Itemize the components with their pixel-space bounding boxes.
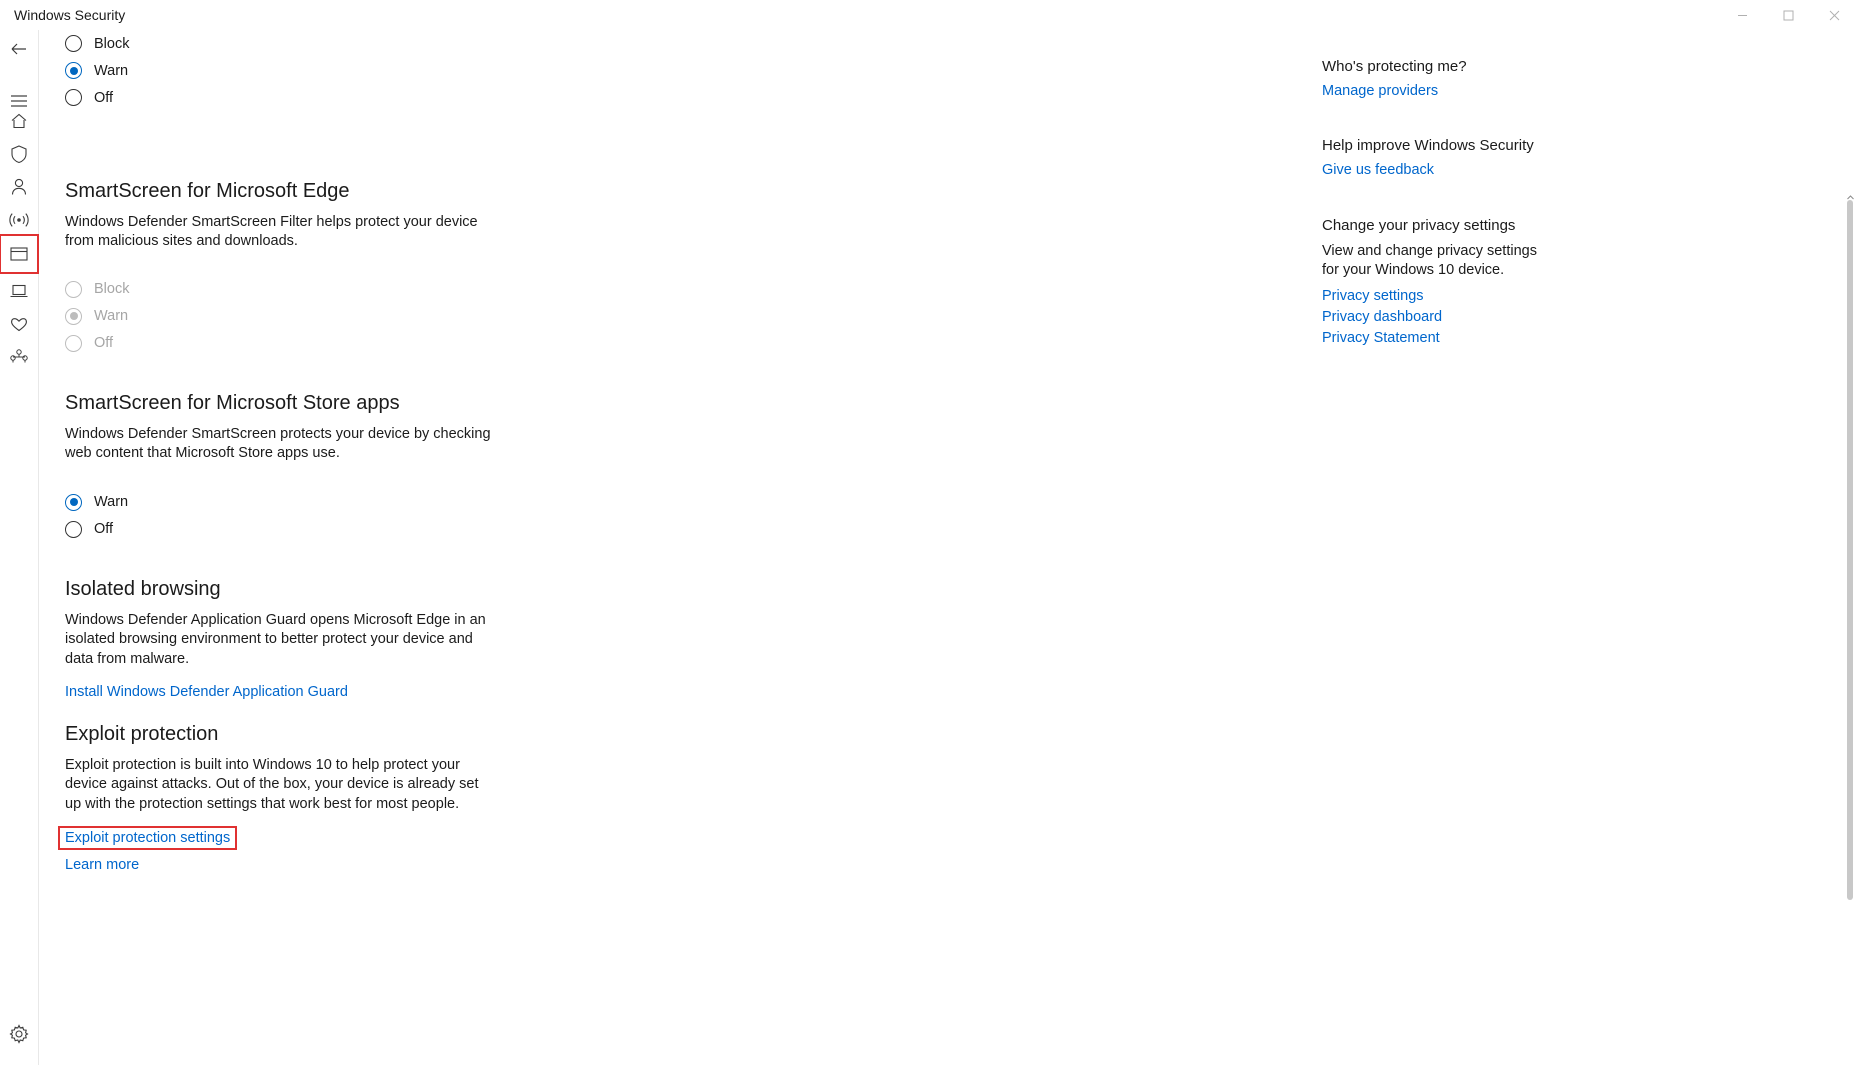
radio-indicator <box>65 62 82 79</box>
main-content <box>39 30 1857 1065</box>
section-smartscreen-edge <box>65 180 495 357</box>
sidebar-item-firewall[interactable] <box>0 201 38 239</box>
radio-indicator <box>65 281 82 298</box>
shield-icon <box>10 144 28 164</box>
radio-indicator <box>65 35 82 52</box>
home-icon <box>9 111 29 131</box>
radio-indicator <box>65 494 82 511</box>
right-description: View and change privacy settings for your Windows 10 device. <box>1322 243 1537 279</box>
section-title: SmartScreen for Microsoft Store apps <box>65 392 400 414</box>
radio-indicator <box>65 335 82 352</box>
window-controls <box>1719 0 1857 30</box>
right-block-whos-protecting-me <box>1322 58 1467 104</box>
right-heading: Help improve Windows Security <box>1322 137 1534 154</box>
sidebar-item-family-options[interactable] <box>0 338 38 376</box>
privacy-settings-link[interactable]: Privacy settings <box>1322 287 1424 304</box>
maximize-button[interactable] <box>1765 0 1811 30</box>
manage-providers-link[interactable]: Manage providers <box>1322 83 1439 99</box>
radio-label: Off <box>94 521 114 538</box>
app-window-icon <box>9 245 29 263</box>
window-title: Windows Security <box>14 7 126 23</box>
radio-label: Block <box>94 35 130 52</box>
give-us-feedback-link[interactable]: Give us feedback <box>1322 162 1435 178</box>
section-isolated-browsing <box>65 578 495 701</box>
radio-option-warn[interactable] <box>65 57 129 84</box>
section-description: Windows Defender Application Guard opens Microsoft Edge in an isolated browsing environment to better protect your device and data from malware. <box>65 612 486 667</box>
radio-indicator <box>65 308 82 325</box>
device-icon <box>9 282 29 300</box>
section-title: Isolated browsing <box>65 578 221 600</box>
person-icon <box>10 177 28 197</box>
privacy-statement-link[interactable]: Privacy Statement <box>1322 329 1440 346</box>
close-button[interactable] <box>1811 0 1857 30</box>
section-title: SmartScreen for Microsoft Edge <box>65 180 350 202</box>
section-description: Exploit protection is built into Windows 10 to help protect your device against attacks. Out of the box, your device is already set up with the protection settings that work best for most people. <box>65 757 479 812</box>
radio-option-off[interactable] <box>65 516 510 543</box>
radio-option-off[interactable] <box>65 330 495 357</box>
exploit-protection-settings-link[interactable]: Exploit protection settings <box>60 828 235 848</box>
section-description: Windows Defender SmartScreen protects your device by checking web content that Microsoft Store apps use. <box>65 426 491 462</box>
radio-option-off[interactable] <box>65 84 129 111</box>
learn-more-link[interactable]: Learn more <box>65 856 140 873</box>
radio-option-warn[interactable] <box>65 303 495 330</box>
navigation-rail <box>0 30 39 1065</box>
smartscreen-edge-radio-group <box>65 276 495 357</box>
scrollbar-thumb[interactable] <box>1847 200 1853 900</box>
heart-icon <box>9 315 29 333</box>
radio-label: Block <box>94 281 130 298</box>
gear-icon <box>9 1024 29 1049</box>
vertical-scrollbar[interactable] <box>1843 30 1857 1065</box>
radio-label: Warn <box>94 494 129 511</box>
smartscreen-store-radio-group <box>65 489 510 543</box>
radio-option-warn[interactable] <box>65 489 510 516</box>
radio-indicator <box>65 89 82 106</box>
title-bar <box>0 0 1857 31</box>
sidebar-item-settings[interactable] <box>0 1017 38 1055</box>
right-heading: Change your privacy settings <box>1322 217 1516 234</box>
wifi-icon <box>9 211 29 229</box>
right-block-help-improve <box>1322 137 1534 183</box>
section-smartscreen-store-apps <box>65 392 510 543</box>
radio-option-block[interactable] <box>65 276 495 303</box>
radio-label: Off <box>94 89 114 106</box>
sidebar-item-app-browser-control[interactable] <box>0 235 38 273</box>
section-description: Windows Defender SmartScreen Filter helps protect your device from malicious sites and downloads. <box>65 214 478 250</box>
check-apps-and-files-radio-group <box>65 30 129 111</box>
back-button[interactable] <box>0 30 38 68</box>
radio-indicator <box>65 521 82 538</box>
right-heading: Who's protecting me? <box>1322 58 1467 75</box>
install-application-guard-link[interactable]: Install Windows Defender Application Guard <box>65 683 348 700</box>
family-icon <box>9 348 29 366</box>
radio-label: Off <box>94 335 114 352</box>
right-block-privacy <box>1322 217 1547 351</box>
radio-option-block[interactable] <box>65 30 129 57</box>
radio-label: Warn <box>94 62 129 79</box>
radio-label: Warn <box>94 308 129 325</box>
section-exploit-protection <box>65 723 485 874</box>
section-title: Exploit protection <box>65 723 219 745</box>
minimize-button[interactable] <box>1719 0 1765 30</box>
privacy-dashboard-link[interactable]: Privacy dashboard <box>1322 308 1443 325</box>
back-arrow-icon <box>9 39 29 59</box>
